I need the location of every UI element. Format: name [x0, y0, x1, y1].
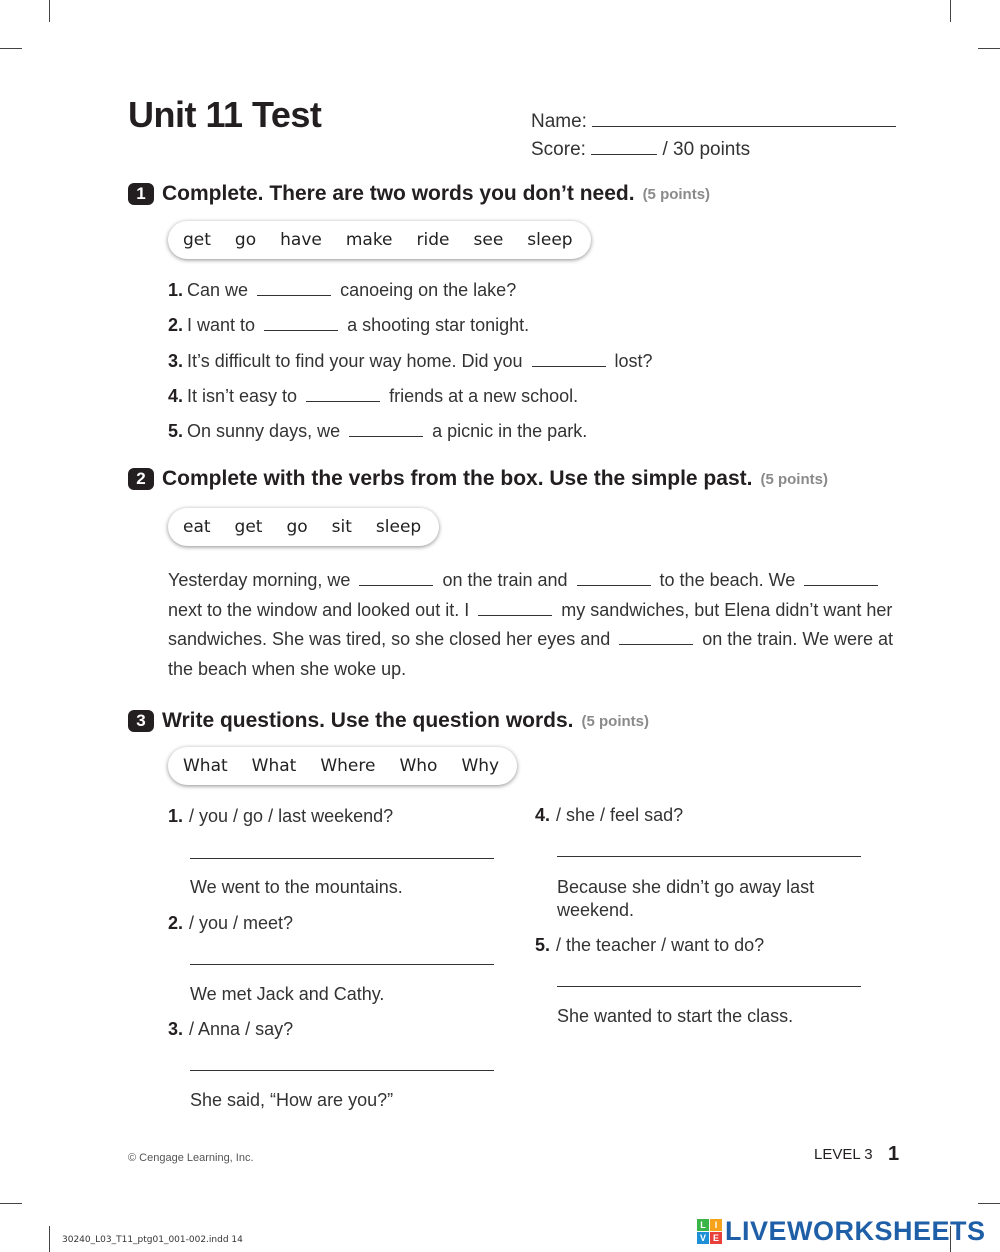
item-number: 1. [168, 280, 184, 300]
word-box-word: sleep [375, 517, 422, 537]
question-prompt [535, 935, 764, 956]
word-box-word: have [280, 230, 322, 250]
paragraph-text: next to the window and looked out it. I [168, 599, 475, 620]
word-box [168, 221, 591, 259]
answer-text: We met Jack and Cathy. [190, 984, 385, 1004]
answer-line[interactable] [557, 986, 861, 987]
logo-letter: L [697, 1219, 709, 1231]
answer-blank[interactable] [349, 436, 423, 437]
item-text: a shooting star tonight. [342, 315, 530, 335]
paragraph-text: on the train. We were at the beach when she woke up. [168, 629, 894, 679]
section-points: (5 points) [760, 470, 828, 488]
name-label: Name: [531, 111, 587, 132]
word-box-word: What [251, 756, 297, 776]
score-field[interactable] [591, 140, 657, 155]
section-instruction: Complete with the verbs from the box. Use the simple past. [162, 467, 753, 490]
word-box-word: go [234, 230, 257, 250]
item-number: 2. [168, 315, 184, 335]
item-number: 4. [168, 386, 184, 406]
section-points: (5 points) [642, 185, 711, 203]
paragraph-text: on the train and [437, 570, 573, 590]
level-label: LEVEL 3 [814, 1146, 873, 1163]
logo-letter: V [697, 1232, 709, 1244]
paragraph-text: to the beach. We [654, 570, 801, 590]
answer-blank[interactable] [577, 585, 651, 586]
word-box-word: Where [320, 756, 376, 776]
item-number: 2. [168, 913, 184, 933]
word-box-word: sit [331, 517, 352, 537]
item-text: Can we [187, 280, 254, 300]
copyright: © Cengage Learning, Inc. [128, 1152, 254, 1164]
answer-line[interactable] [190, 1070, 494, 1071]
item-number: 1. [168, 806, 184, 826]
score-label: Score: [531, 139, 586, 160]
word-box-word: Why [461, 756, 500, 776]
item-text: On sunny days, we [187, 421, 346, 441]
section-1-heading [128, 182, 710, 206]
word-box [168, 747, 517, 785]
answer-blank[interactable] [359, 585, 433, 586]
answer-text: We went to the mountains. [190, 877, 403, 897]
item-text: lost? [609, 351, 653, 371]
section-number-badge: 1 [128, 183, 154, 205]
list-item [168, 351, 653, 372]
word-box-word: eat [183, 517, 211, 537]
list-item [168, 386, 578, 407]
item-text: friends at a new school. [384, 386, 579, 406]
prompt-text: / the teacher / want to do? [556, 935, 765, 955]
logo-icon [697, 1219, 722, 1244]
answer-blank[interactable] [804, 585, 878, 586]
question-prompt [168, 806, 393, 827]
answer-text: Because she didn’t go away last weekend. [557, 877, 815, 920]
item-text: It’s difficult to find your way home. Did you [187, 351, 528, 371]
item-number: 3. [168, 351, 184, 371]
section-3-heading [128, 709, 649, 733]
liveworksheets-logo [697, 1216, 986, 1247]
paragraph-text: Yesterday morning, we [168, 570, 356, 590]
question-prompt [168, 1019, 293, 1040]
list-item [168, 280, 516, 301]
item-number: 4. [535, 805, 551, 825]
answer-blank[interactable] [478, 615, 552, 616]
section-number-badge: 2 [128, 468, 154, 490]
list-item [168, 421, 587, 442]
item-text: I want to [187, 315, 261, 335]
prompt-text: / Anna / say? [189, 1019, 294, 1039]
item-number: 5. [168, 421, 184, 441]
file-info: 30240_L03_T11_ptg01_001-002.indd 14 [62, 1235, 243, 1245]
word-box-word: sleep [527, 230, 573, 250]
word-box-word: ride [416, 230, 450, 250]
word-box [168, 508, 439, 546]
page-title: Unit 11 Test [128, 94, 322, 135]
answer-blank[interactable] [306, 401, 380, 402]
section-instruction: Complete. There are two words you don’t need. [162, 182, 635, 205]
item-text: canoeing on the lake? [335, 280, 517, 300]
item-text: It isn’t easy to [187, 386, 303, 406]
item-number: 5. [535, 935, 551, 955]
score-total: / 30 points [662, 139, 751, 160]
section-number-badge: 3 [128, 710, 154, 732]
section-points: (5 points) [581, 712, 649, 730]
word-box-word: make [345, 230, 393, 250]
word-box-word: Who [399, 756, 438, 776]
section-instruction: Write questions. Use the question words. [162, 709, 574, 732]
logo-letter: I [710, 1219, 722, 1231]
word-box-word: get [183, 230, 211, 250]
word-box-word: go [286, 517, 308, 537]
word-box-word: What [183, 756, 228, 776]
answer-blank[interactable] [619, 644, 693, 645]
answer-line[interactable] [557, 856, 861, 857]
item-number: 3. [168, 1019, 184, 1039]
answer-line[interactable] [190, 858, 494, 859]
word-box-word: see [473, 230, 504, 250]
question-prompt [535, 805, 683, 826]
answer-text: She said, “How are you?” [190, 1090, 394, 1110]
answer-blank[interactable] [532, 366, 606, 367]
item-text: a picnic in the park. [427, 421, 588, 441]
page-number: 1 [888, 1143, 900, 1165]
paragraph-text: my sandwiches, but Elena didn’t want her sandwiches. She was tired, so she closed her eyes and [168, 599, 893, 649]
prompt-text: / you / go / last weekend? [189, 806, 394, 826]
name-row [531, 111, 896, 133]
prompt-text: / she / feel sad? [556, 805, 684, 825]
brand-name: LIVEWORKSHEETS [725, 1216, 986, 1246]
answer-blank[interactable] [264, 330, 338, 331]
list-item [168, 315, 529, 336]
section-2-heading [128, 467, 828, 491]
question-prompt [168, 913, 293, 934]
cloze-paragraph [168, 566, 908, 684]
answer-text: She wanted to start the class. [557, 1006, 794, 1026]
logo-letter: E [710, 1232, 722, 1244]
word-box-word: get [234, 517, 263, 537]
name-field[interactable] [592, 112, 896, 127]
answer-blank[interactable] [257, 295, 331, 296]
score-row [531, 139, 750, 161]
answer-line[interactable] [190, 964, 494, 965]
prompt-text: / you / meet? [189, 913, 294, 933]
